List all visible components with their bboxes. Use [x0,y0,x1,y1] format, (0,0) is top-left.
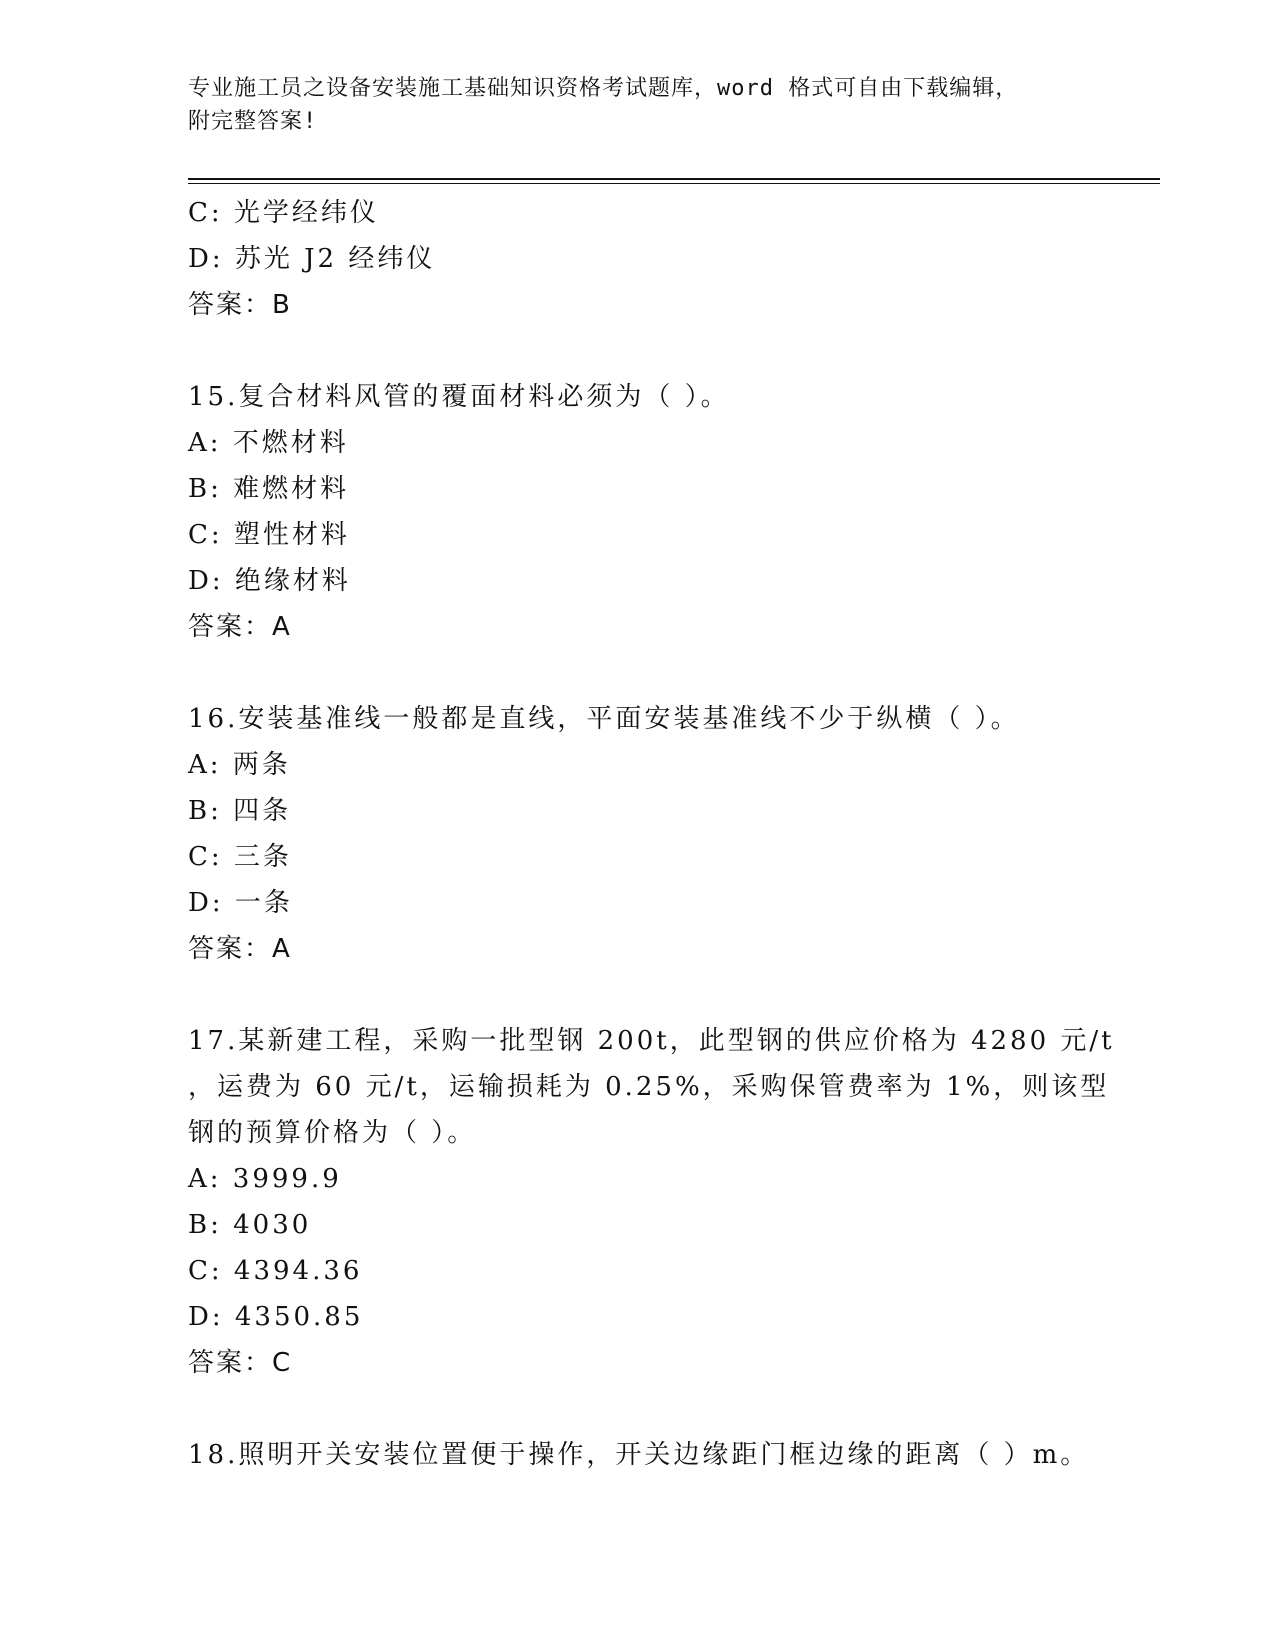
question-stem: 15.复合材料风管的覆面材料必须为（ ）。 [188,382,730,412]
header-line-2: 附完整答案! [188,109,318,134]
option-c: C: 三条 [188,842,292,872]
question-stem-line-1: 17.某新建工程，采购一批型钢 200t，此型钢的供应价格为 4280 元/t [188,1026,1115,1056]
answer-line: 答案：A [188,934,292,964]
option-b: B: 难燃材料 [188,474,350,504]
question-14-continued [188,190,1088,328]
question-stem-line-3: 钢的预算价格为（ ）。 [188,1118,477,1148]
question-stem-line-2: ，运费为 60 元/t，运输损耗为 0.25%，采购保管费率为 1%，则该型 [188,1072,1110,1102]
option-c: C: 光学经纬仪 [188,198,379,228]
question-stem: 18.照明开关安装位置便于操作，开关边缘距门框边缘的距离（ ）m。 [188,1440,1090,1470]
option-a: A: 两条 [188,750,291,780]
option-c: C: 4394.36 [188,1256,363,1286]
question-list [188,190,1115,1478]
question-18 [188,1432,1088,1478]
header-divider-thick [188,178,1160,180]
answer-line: 答案：B [188,290,292,320]
answer-line: 答案：C [188,1348,293,1378]
question-17 [188,1018,1115,1386]
option-b: B: 四条 [188,796,292,826]
option-d: D: 苏光 J2 经纬仪 [188,244,436,274]
question-16 [188,696,1088,972]
option-d: D: 4350.85 [188,1302,364,1332]
option-a: A: 3999.9 [188,1164,342,1194]
spacer [188,1386,1088,1432]
option-d: D: 一条 [188,888,293,918]
answer-line: 答案：A [188,612,292,642]
option-d: D: 绝缘材料 [188,566,351,596]
option-a: A: 不燃材料 [188,428,349,458]
spacer [188,328,1088,374]
document-header [188,72,1088,138]
spacer [188,650,1088,696]
header-line-1: 专业施工员之设备安装施工基础知识资格考试题库，word 格式可自由下载编辑， [188,76,1019,101]
spacer [188,972,1088,1018]
option-c: C: 塑性材料 [188,520,350,550]
header-divider-thin [188,183,1160,184]
option-b: B: 4030 [188,1210,312,1240]
question-15 [188,374,1088,650]
question-stem: 16.安装基准线一般都是直线，平面安装基准线不少于纵横（ ）。 [188,704,1020,734]
